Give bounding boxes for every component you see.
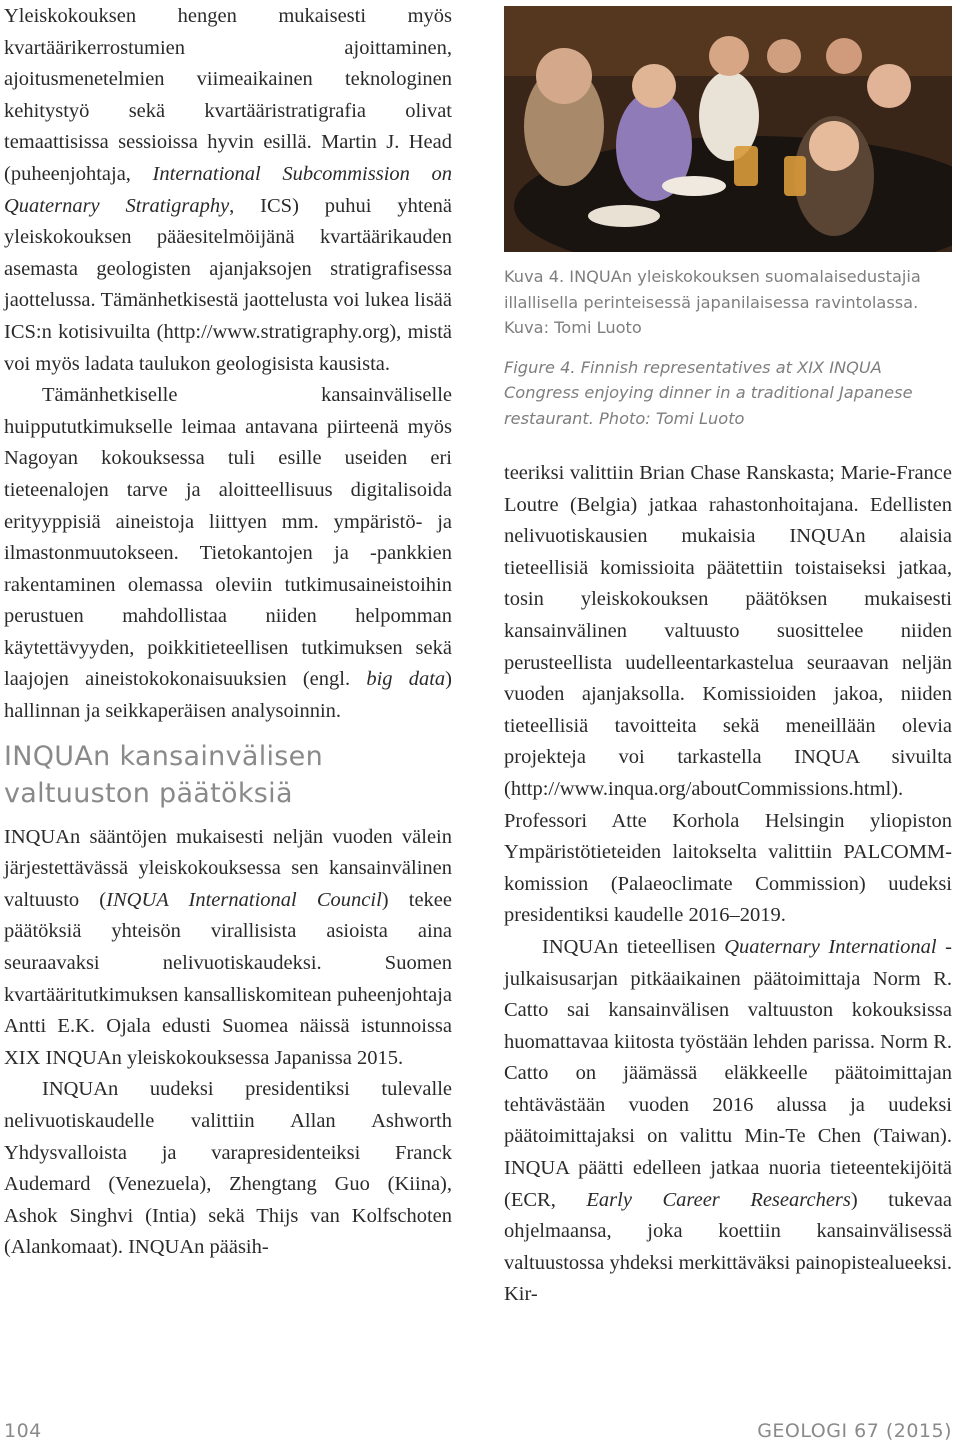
photo-caption-finnish: Kuva 4. INQUAn yleiskokouksen suomalaisedustajia illallisella perinteisessä japanilaisessa ravintolassa. Kuva: Tomi Luoto — [504, 267, 921, 337]
text-run: INQUAn sääntöjen mukaisesti neljän vuoden välein järjestettävässä yleiskokouksessa sen kansainvälinen valtuusto ( — [4, 825, 452, 911]
text-run: ) hallinnan ja seikkaperäisen analysoinnin. — [4, 668, 452, 723]
text-run-italic: INQUA International Council — [106, 888, 382, 911]
text-run: ) tukevaa ohjelmaansa, joka koettiin kansainvälisessä valtuustossa yhdeksi merkittäväksi painopistealueeksi. Kir- — [504, 1188, 952, 1306]
dinner-photo — [504, 6, 952, 252]
text-run-italic: International Subcommission on Quaternary Stratigraphy — [4, 162, 452, 217]
text-run-italic: big data — [366, 668, 446, 691]
paragraph-new-president: INQUAn uudeksi presidentiksi tulevalle nelivuotiskaudelle valittiin Allan Ashworth Yhdysvalloista ja varapresidenteiksi Franck Audemard (Venezuela), Zhengtang Guo (Kiina), Ashok Singhvi (Intia) sekä Thijs van Kolfschoten (Alankomaat). INQUAn pääsih- — [4, 1078, 452, 1259]
photo-caption-english: Figure 4. Finnish representatives at XIX INQUA Congress enjoying dinner in a traditional Japanese restaurant. Photo: Tomi Luoto — [504, 357, 913, 428]
text-run: Yleiskokouksen hengen mukaisesti myös kvartäärikerrostumien ajoittaminen, ajoitusmenetelmien viimeaikainen teknologinen kehitystyö sekä kvartääristratigrafia olivat temaattisissa sessioissa hyvin esillä. Martin J. Head (puheenjohtaja, — [4, 5, 452, 185]
left-column — [4, 0, 452, 1264]
text-run-italic: Quaternary International — [724, 935, 937, 958]
text-run: INQUAn tieteellisen — [542, 935, 725, 958]
paragraph-editor-in-chief — [504, 932, 952, 1311]
paragraph-secretary-general: teeriksi valittiin Brian Chase Ranskasta; Marie-France Loutre (Belgia) jatkaa rahastonhoitajana. Edellisten nelivuotiskausien mukaisia INQUAn alaisia tieteellisiä komissioita päätettiin toistaiseksi jatkaa, tosin yleiskokouksen päätöksen mukaisesti kansainvälinen valtuusto suosittelee niiden perusteellista uudelleentarkastelua seuraavan neljän vuoden ajanjaksolla. Komissioiden jakoa, niiden tieteellisiä tavoitteita sekä meneillään olevia projekteja voi tarkastella INQUA sivuilta (http://www.inqua.org/aboutCommissions.html). Professori Atte Korhola Helsingin yliopiston Ympäristötieteiden laitokselta valittiin PALCOMM-komission (Palaeoclimate Commission) uudeksi presidentiksi kaudelle 2016–2019. — [504, 462, 952, 927]
paragraph-council-decisions — [4, 822, 452, 1075]
text-run: Tämänhetkiselle kansainväliselle huippututkimukselle leimaa antavana piirteenä myös Nagoyan kokouksessa tuli esille useiden eri tieteenalojen tarve ja aloitteellisuus digitalisoida erityyppisiä aineistoja liittyen mm. ympäristö- ja ilmastonmuutokseen. Tietokantojen ja -pankkien rakentaminen olemassa oleviin tutkimusaineistoihin perustuen mahdollistaa niiden helpomman käytettävyyden, poikkitieteellisen tutkimuksen sekä laajojen aineistokokonaisuuksien (engl. — [4, 384, 452, 691]
paragraph-congress-themes — [4, 0, 452, 380]
text-run-italic: Early Career Researchers — [586, 1188, 851, 1211]
right-body-text — [504, 458, 952, 1311]
text-run: , ICS) puhui yhtenä yleiskokouksen pääesitelmöijänä kvartäärikauden asemasta geologisten ajanjaksojen stratigrafisessa jaottelussa. Tämänhetkisestä jaottelusta voi lukea lisää ICS:n kotisivuilta (http://www.stratigraphy.org), mistä voi myös ladata taulukon geologisista kausista. — [4, 194, 452, 375]
page-number: 104 — [4, 1420, 42, 1442]
photo-illustration — [504, 6, 952, 252]
text-run: -julkaisusarjan pitkäaikainen päätoimittaja Norm R. Catto sai kansainvälisen valtuuston kokouksissa huomattavaa kiitosta työstään lehden parissa. Norm R. Catto on jäämässä eläkkeelle päätoimittajan tehtävästään vuoden 2016 alussa ja uudeksi päätoimittajaksi on valittu Min-Te Chen (Taiwan). INQUA päätti edelleen jatkaa nuoria tieteentekijöitä (ECR, — [504, 935, 953, 1211]
journal-name: GEOLOGI 67 (2015) — [757, 1420, 952, 1442]
section-heading: INQUAn kansainvälisen valtuuston päätöksiä — [4, 740, 324, 809]
paragraph-big-data — [4, 380, 452, 728]
right-column — [504, 0, 952, 1311]
text-run: ) tekee päätöksiä yhteisön virallisista asioista aina seuraavaksi nelivuotiskaudeksi. Suomen kvartääritutkimuksen kansalliskomitean puheenjohtaja Antti E.K. Ojala edusti Suomea näissä istunnoissa XIX INQUAn yleiskokouksessa Japanissa 2015. — [4, 888, 452, 1069]
